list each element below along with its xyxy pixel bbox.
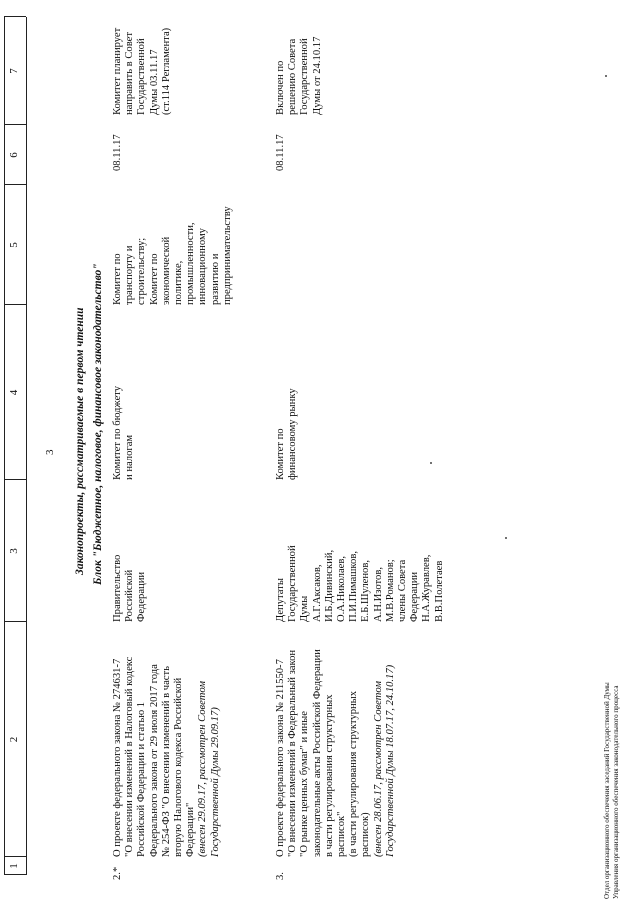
row-committee	[112, 305, 136, 480]
scan-speck	[605, 75, 607, 77]
footer-line: Управления организационного обеспечения законодательного процесса	[612, 685, 620, 899]
row-description	[112, 622, 222, 857]
description-line: расписок)	[360, 812, 372, 857]
description-line: № 254-ФЗ "О внесении изменений в часть	[160, 666, 172, 857]
description-line: "О внесении изменений в Налоговый кодекс	[124, 656, 136, 857]
author-line: И.Б.Дивинский,	[323, 549, 335, 622]
description-line: (в части регулирования структурных	[348, 690, 360, 857]
header-col-3: 3	[8, 548, 20, 554]
row-result	[275, 5, 324, 115]
co-committee-line: Комитет по	[148, 253, 160, 305]
co-committee-line: строительству;	[136, 237, 148, 305]
submission-note: Государственной Думы 29.09.17)	[209, 707, 221, 857]
author-line: Н.А.Журавлев,	[421, 554, 433, 622]
co-committee-line: предпринимательству	[221, 206, 233, 305]
description-line: О проекте федерального закона № 274631-7	[112, 658, 123, 857]
committee-line: и налогам	[124, 434, 136, 480]
header-top-border	[4, 17, 5, 875]
result-line: Комитет планирует	[112, 27, 123, 115]
result-line: направить в Совет	[124, 32, 136, 115]
block-title: Блок "Бюджетное, налоговое, финансовое законодательство"	[92, 263, 104, 585]
author-line: А.Г.Аксаков,	[311, 564, 323, 622]
description-line: Российской Федерации и статью 1	[136, 701, 148, 857]
header-col-4: 4	[8, 389, 20, 396]
submission-note: Государственной Думы 18.07.17, 24.10.17)	[384, 664, 396, 857]
committee-line: Комитет по бюджету	[112, 385, 123, 480]
author-line: Федерации	[409, 571, 421, 622]
header-col-6: 6	[8, 152, 20, 158]
co-committee-line: инновационному	[197, 228, 209, 305]
page-number: 3	[44, 449, 56, 455]
result-line: Включен по	[275, 60, 286, 115]
description-line: Федерального закона от 29 июля 2017 года	[148, 664, 160, 857]
co-committee-line: политике,	[173, 260, 185, 305]
result-line: (ст.114 Регламента)	[160, 27, 172, 115]
author-line: Правительство	[112, 554, 123, 622]
author-line: Думы	[299, 595, 311, 622]
row-result	[112, 5, 173, 115]
header-col-7: 7	[8, 68, 20, 74]
section-title: Законопроекты, рассматриваемые в первом чтении	[74, 307, 86, 575]
header-col-2: 2	[8, 736, 20, 743]
description-line: законодательные акты Российской Федерации	[311, 649, 323, 857]
description-line: "О рынке ценных бумаг" и иные	[299, 711, 311, 857]
description-line: в части регулирования структурных	[323, 694, 335, 857]
co-committee-line: экономической	[160, 236, 172, 305]
co-committee-line: транспорту и	[124, 245, 136, 305]
result-line: Государственной	[136, 38, 148, 115]
row-date: 08.11.17	[275, 134, 286, 171]
author-line: Федерации	[136, 571, 148, 622]
author-line: Депутаты	[275, 578, 286, 622]
description-line: вторую Налогового кодекса Российской	[173, 677, 185, 857]
row-author	[112, 480, 149, 622]
row-author	[275, 480, 446, 622]
result-line: Государственной	[299, 38, 311, 115]
committee-line: Комитет по	[275, 428, 286, 480]
description-line: "О внесении изменений в Федеральный закон	[287, 649, 299, 857]
author-line: М.В.Романов;	[384, 559, 396, 622]
row-co-committees	[112, 185, 234, 305]
header-col-1: 1	[8, 863, 20, 869]
author-line: О.А.Николаев,	[336, 555, 348, 622]
row-number: 3.	[275, 872, 286, 880]
co-committee-line: Комитет по	[112, 253, 123, 305]
row-description	[275, 622, 397, 857]
author-line: П.И.Пимашков,	[348, 551, 360, 622]
footer-line: Отдел организационного обеспечения заседаний Государственной Думы	[603, 682, 611, 899]
row-date: 08.11.17	[112, 134, 123, 171]
description-line: Федерации"	[185, 802, 197, 857]
submission-note: (внесен 28.06.17, рассмотрен Советом	[372, 681, 384, 857]
author-line: Е.Б.Шуленов,	[360, 560, 372, 622]
description-line: О проекте федерального закона № 211550-7	[275, 659, 286, 857]
author-line: Государственной	[287, 545, 299, 622]
co-committee-line: развитию и	[209, 253, 221, 305]
submission-note: (внесен 29.09.17, рассмотрен Советом	[197, 681, 209, 857]
scan-speck	[505, 537, 507, 539]
author-line: А.Н.Изотов,	[372, 567, 384, 622]
author-line: В.В.Полетаев	[433, 560, 445, 622]
scan-speck	[430, 462, 432, 464]
result-line: Думы от 24.10.17	[311, 36, 323, 115]
author-line: Российской	[124, 569, 136, 622]
author-line: члены Совета	[397, 559, 409, 622]
header-col-5: 5	[8, 242, 20, 248]
row-committee	[275, 305, 299, 480]
row-number: 2.*	[112, 866, 123, 880]
header-bottom-border	[26, 17, 27, 875]
committee-line: финансовому рынку	[287, 388, 299, 480]
result-line: Думы 03.11.17	[148, 49, 160, 115]
description-line: расписок"	[336, 811, 348, 857]
co-committee-line: промышленности,	[185, 222, 197, 305]
result-line: решению Совета	[287, 38, 299, 115]
